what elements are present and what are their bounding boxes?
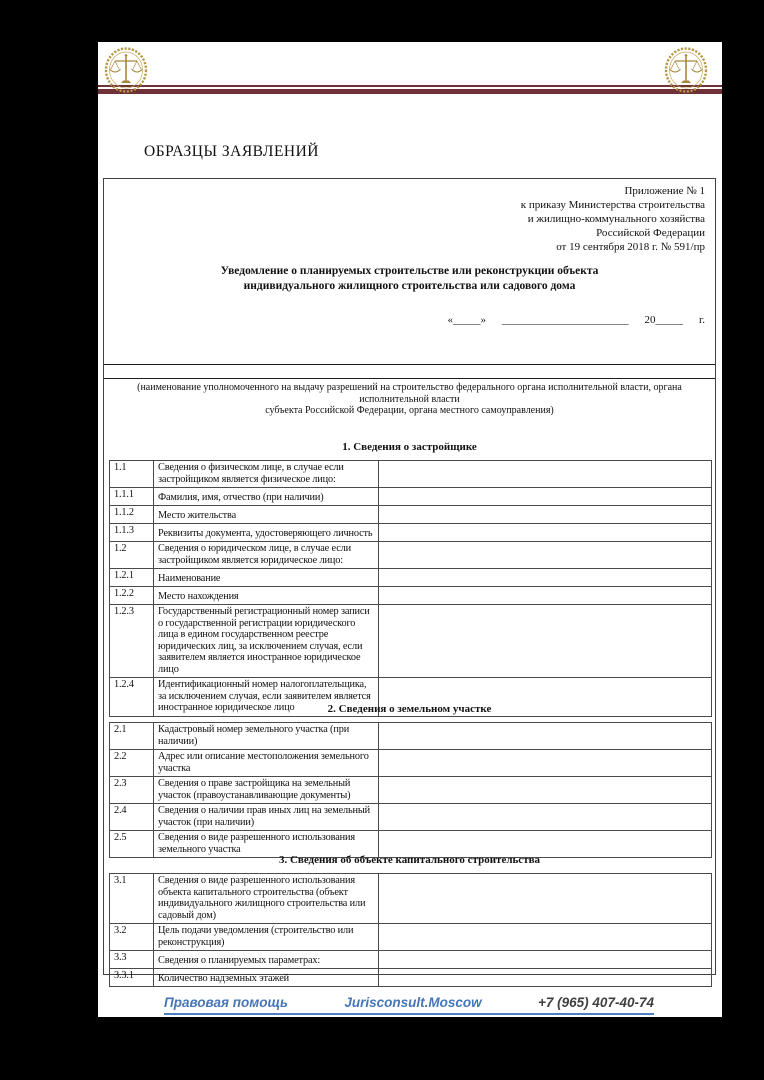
row-number: 3.3 [110,951,154,969]
row-value-cell [379,587,712,605]
page-title: ОБРАЗЦЫ ЗАЯВЛЕНИЙ [144,143,319,160]
row-label: Фамилия, имя, отчество (при наличии) [154,488,379,506]
row-number: 1.1 [110,461,154,488]
row-value-cell [379,777,712,804]
row-label: Количество надземных этажей [154,969,379,987]
row-value-cell [379,951,712,969]
section-heading: 1. Сведения о застройщике [342,441,477,453]
developer-table [109,460,712,717]
table-row [110,924,712,951]
table-row [110,804,712,831]
row-label: Сведения о юридическом лице, в случае если застройщиком является юридическое лицо: [154,542,379,569]
capital-object-table [109,873,712,987]
row-value-cell [379,969,712,987]
row-label: Сведения о наличии прав иных лиц на земельный участок (при наличии) [154,804,379,831]
row-label: Государственный регистрационный номер записи о государственной регистрации юридического лица в едином государственном реестре юридических лиц, за исключением случая, если заявителем является иностранное юридическое лицо [154,605,379,678]
table-row [110,605,712,678]
row-number: 1.1.1 [110,488,154,506]
table-row [110,777,712,804]
table-row [110,569,712,587]
row-number: 2.1 [110,723,154,750]
row-number: 2.4 [110,804,154,831]
row-label: Реквизиты документа, удостоверяющего личность [154,524,379,542]
row-value-cell [379,524,712,542]
date-year-suffix: г. [698,314,705,326]
row-label: Наименование [154,569,379,587]
section-heading: 3. Сведения об объекте капитального строительства [278,854,541,866]
row-value-cell [379,750,712,777]
row-number: 1.1.3 [110,524,154,542]
date-year-blank: 20_____ [644,314,683,326]
row-number: 1.2.4 [110,678,154,717]
row-label: Адрес или описание местоположения земельного участка [154,750,379,777]
date-day-blank: «_____» [447,314,486,326]
document-title: Уведомление о планируемых строительстве или реконструкции объекта индивидуального жилищного строительства или садового дома [220,265,599,292]
table-row [110,506,712,524]
document-frame [103,178,716,984]
org-name-blank-line [104,378,715,379]
table-row [110,461,712,488]
table-row [110,723,712,750]
annex-reference-block [521,184,705,254]
table-row [110,750,712,777]
document-page [98,42,722,1017]
row-value-cell [379,488,712,506]
section-developer [104,441,715,717]
table-row [110,969,712,987]
date-blank-line [447,314,705,326]
org-name-blank-line [104,364,715,365]
annex-line: к приказу Министерства строительства [520,199,705,211]
row-label: Сведения о виде разрешенного использования земельного участка [154,831,379,858]
row-label: Сведения о виде разрешенного использования объекта капитального строительства (объект индивидуального жилищного строительства или садовый дом) [154,874,379,924]
scales-of-justice-icon [104,46,148,94]
annex-line: и жилищно-коммунального хозяйства [527,213,705,225]
header-divider-rule [98,85,722,94]
row-number: 2.5 [110,831,154,858]
row-label: Сведения о праве застройщика на земельный участок (правоустанавливающие документы) [154,777,379,804]
annex-line: от 19 сентября 2018 г. № 591/пр [556,241,705,253]
row-value-cell [379,924,712,951]
row-value-cell [379,569,712,587]
row-number: 3.1 [110,874,154,924]
table-row [110,524,712,542]
row-number: 2.3 [110,777,154,804]
org-name-caption: (наименование уполномоченного на выдачу разрешений на строительство федерального органа исполнительной власти, органа исполнительной власти субъекта Российской Федерации, органа местного самоуправления) [137,382,682,416]
row-label: Место жительства [154,506,379,524]
row-label: Сведения о планируемых параметрах: [154,951,379,969]
row-value-cell [379,605,712,678]
row-value-cell [379,506,712,524]
row-number: 2.2 [110,750,154,777]
date-month-blank: _______________________ [501,314,629,326]
row-number: 1.2 [110,542,154,569]
row-value-cell [379,461,712,488]
land-plot-table [109,722,712,858]
row-value-cell [379,723,712,750]
table-row [110,874,712,924]
row-value-cell [379,542,712,569]
section-heading: 2. Сведения о земельном участке [327,703,492,715]
table-row [110,587,712,605]
table-row [110,488,712,506]
annex-line: Приложение № 1 [624,185,705,197]
row-number: 1.2.3 [110,605,154,678]
section-capital-object [104,854,715,987]
row-label: Кадастровый номер земельного участка (при наличии) [154,723,379,750]
section-land-plot [104,703,715,858]
row-number: 1.2.1 [110,569,154,587]
row-number: 1.2.2 [110,587,154,605]
table-row [110,951,712,969]
row-number: 3.2 [110,924,154,951]
table-row [110,542,712,569]
row-label: Цель подачи уведомления (строительство или реконструкция) [154,924,379,951]
row-number: 3.3.1 [110,969,154,987]
footer-site-link[interactable]: Jurisconsult.Moscow [344,995,482,1010]
site-footer [164,995,654,1015]
row-label: Сведения о физическом лице, в случае если застройщиком является физическое лицо: [154,461,379,488]
row-number: 1.1.2 [110,506,154,524]
footer-legal-help-link[interactable]: Правовая помощь [164,995,289,1010]
footer-phone-number: +7 (965) 407-40-74 [538,995,654,1010]
row-label: Место нахождения [154,587,379,605]
row-label: Идентификационный номер налогоплательщика, за исключением случая, если заявителем является иностранное юридическое лицо [154,678,379,717]
annex-line: Российской Федерации [596,227,705,239]
row-value-cell [379,804,712,831]
row-value-cell [379,874,712,924]
scales-of-justice-icon [664,46,708,94]
